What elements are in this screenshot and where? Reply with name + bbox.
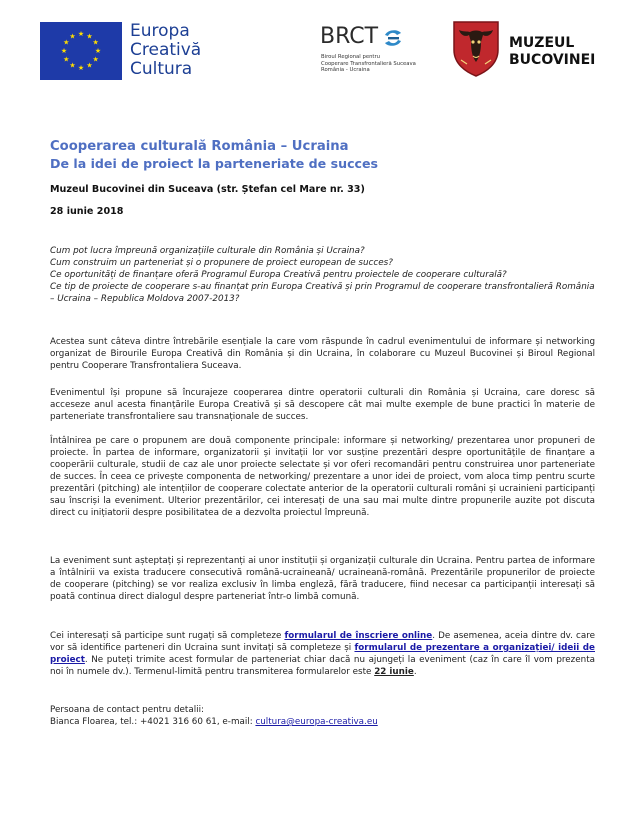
registration-text-4: . — [413, 667, 417, 677]
page-title: Cooperarea culturală România – Ucraina — [50, 139, 349, 154]
svg-text:★: ★ — [69, 32, 76, 41]
contact-line — [50, 716, 595, 728]
muzeul-bucovinei-wordmark — [509, 35, 595, 69]
europa-creativa-wordmark — [130, 22, 201, 79]
question-item: Cum pot lucra împreună organizațiile culturale din România și Ucraina? — [50, 246, 365, 256]
partner-form-link[interactable]: formularul de prezentare a organizației/ ideii de proiect — [50, 643, 595, 665]
paragraph-structure: Întâlnirea pe care o propunem are două componente principale: informare și networking/ prezentarea unor propuneri de proiecte. În partea de informare, organizatorii și invitații lor vor susține prezentări despre oportunitățile de finanțare a cooperării culturale, studii de caz ale unor proiecte selectate și vor oferi recomandări pentru construirea unor parteneriate de succes. În ceea ce privește componenta de networking/ prezentare a unor idei de proiect, vom aloca timp pentru scurte prezentări (pitching) ale intențiilor de cooperare colectate anterior de la operatorii culturali români și ucrainieni participanți sau înscriși la eveniment. Ulterior prezentărilor, cei interesați de una sau mai multe dintre propunerile auzite pot discuta direct cu inițiatorii despre posibilitatea de a dezvolta proiectul împreună. — [50, 436, 595, 518]
svg-text:★: ★ — [63, 38, 70, 47]
eu-flag-icon — [40, 22, 122, 80]
svg-text:★: ★ — [86, 32, 93, 41]
brct-logo — [320, 24, 460, 84]
page-subtitle: De la idei de proiect la parteneriate de succes — [50, 156, 379, 171]
svg-text:★: ★ — [77, 64, 85, 72]
contact-email-link[interactable]: cultura@europa-creativa.eu — [255, 717, 378, 727]
question-item: Ce oportunități de finanțare oferă Programul Europa Creativă pentru proiectele de cooperare culturală? — [50, 270, 507, 280]
registration-text-1: Cei interesați să participe sunt rugați să completeze — [50, 631, 285, 641]
contact-details: Bianca Floarea, tel.: +4021 316 60 61, e-mail: — [50, 717, 256, 727]
svg-text:★: ★ — [77, 30, 85, 38]
ec-line2: Creativă — [130, 40, 202, 60]
event-date: 28 iunie 2018 — [50, 206, 124, 217]
europa-creativa-logo — [40, 22, 246, 82]
paragraph-registration — [50, 630, 595, 678]
contact-block — [50, 704, 595, 728]
mb-line1: MUZEUL — [509, 35, 575, 51]
brct-sub-line2: Cooperare Transfrontalieră Suceava — [321, 60, 416, 67]
ec-line3: Cultura — [130, 59, 193, 79]
ec-line1: Europa — [130, 21, 190, 41]
question-item: Cum construim un parteneriat și o propunere de proiect european de succes? — [50, 258, 393, 268]
paragraph-intro: Acestea sunt câteva dintre întrebările esențiale la care vom răspunde în cadrul evenimentului de informare și networking organizat de Birourile Europa Creativă din România și din Ucraina, în colaborare cu Muzeul Bucovinei și Biroul Regional pentru Cooperare Transfrontaliera Suceava. — [50, 337, 595, 371]
svg-text:★: ★ — [69, 61, 76, 70]
svg-text:★: ★ — [92, 38, 99, 47]
svg-text:★: ★ — [86, 61, 93, 70]
brct-subtitle — [321, 54, 471, 74]
event-venue: Muzeul Bucovinei din Suceava (str. Ștefan cel Mare nr. 33) — [50, 184, 365, 195]
svg-text:★: ★ — [63, 55, 70, 64]
brct-mark-icon — [382, 27, 404, 49]
svg-text:★: ★ — [60, 47, 68, 55]
aurochs-crest-icon — [451, 20, 501, 78]
brct-sub-line1: Biroul Regional pentru — [321, 54, 381, 60]
paragraph-translation: La eveniment sunt așteptați și reprezentanți ai unor instituții și organizații culturale din Ucraina. Pentru partea de informare a întâlnirii va exista traducere consecutivă română-ucraineană/ ucraineană-română. Prezentările propunerilor de proiecte de cooperare (pitching) se vor realiza exclusiv în limba engleză, fără traducere, fiind necesar ca participanții interesați să poată continua direct dialogul despre parteneriat într-o limbă comună. — [50, 556, 595, 602]
registration-text-3: . Ne puteți trimite acest formular de parteneriat chiar dacă nu ajungeți la eveniment (caz în care îl vom prezenta noi în numele dv.). Termenul-limită pentru transmiterea formularelor este — [50, 655, 595, 677]
contact-heading: Persoana de contact pentru detalii: — [50, 705, 204, 715]
muzeul-bucovinei-logo — [451, 20, 611, 82]
svg-text:★: ★ — [94, 47, 102, 55]
brct-sub-line3: România - Ucraina — [321, 67, 370, 74]
brct-wordmark: BRCT — [320, 24, 379, 49]
registration-text-2: . De asemenea, aceia dintre dv. care vor să identifice parteneri din Ucraina sunt invitați să completeze și — [50, 631, 595, 653]
question-item: Ce tip de proiecte de cooperare s-au finanțat prin Europa Creativă și prin Programul de cooperare transfrontalieră România – Ucraina – Republica Moldova 2007-2013? — [50, 282, 595, 304]
mb-line2: BUCOVINEI — [509, 52, 596, 68]
question-list — [50, 245, 595, 305]
registration-form-link[interactable]: formularul de înscriere online — [284, 631, 433, 641]
svg-text:★: ★ — [92, 55, 99, 64]
paragraph-goal: Evenimentul își propune să încurajeze cooperarea dintre operatorii culturali din România și Ucraina, care doresc să acceseze anul acesta finanțările Europa Creativă și să descopere cât mai multe exemple de bune practici în materie de parteneriate transfrontaliere sau transnaționale de succes. — [50, 388, 595, 422]
deadline-date: 22 iunie — [374, 667, 414, 677]
